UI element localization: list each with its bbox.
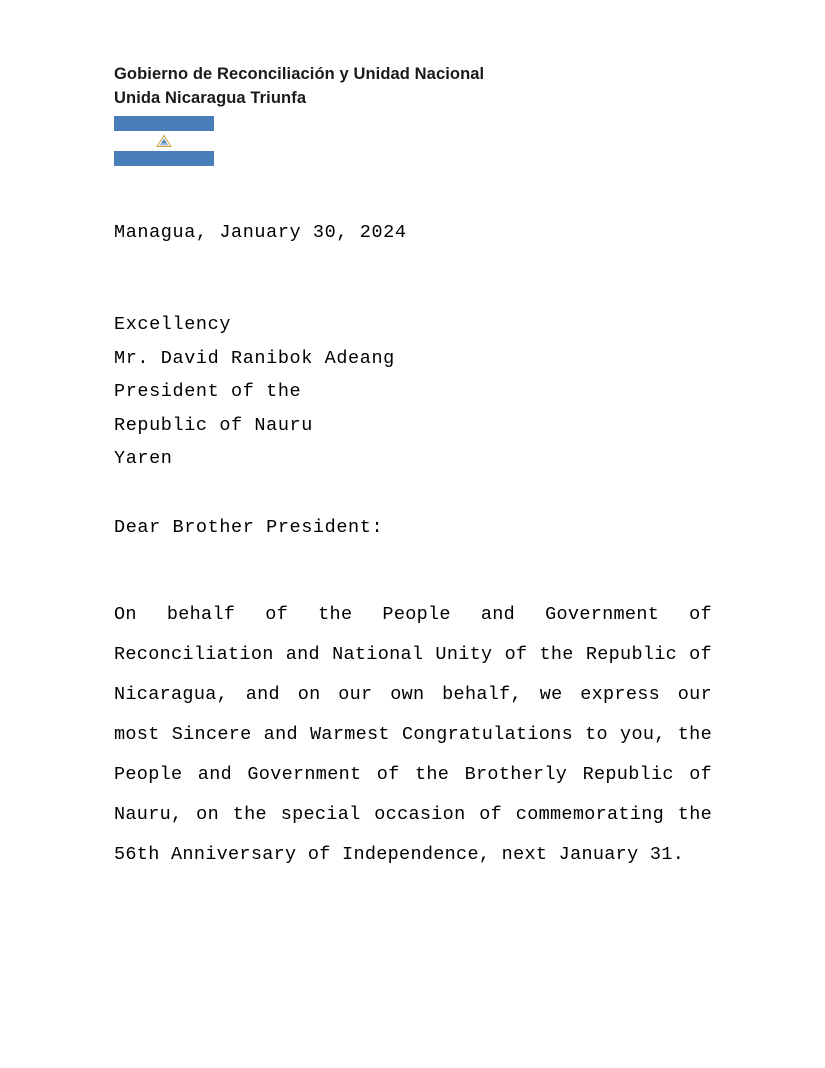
flag-top-stripe: [114, 116, 214, 131]
letter-body-paragraph: On behalf of the People and Government of Reconciliation and National Unity of the Republic of Nicaragua, and on our own behalf, we express our most Sincere and Warmest Congratulations to you, the People and Government of the Brotherly Republic of Nauru, on the special occasion of commemorating the 56th Anniversary of Independence, next January 31.: [114, 604, 712, 865]
letter-salutation: Dear Brother President:: [114, 517, 384, 538]
letter-addressee: [114, 308, 395, 476]
letter-date: Managua, January 30, 2024: [114, 222, 407, 243]
flag-middle-band: [114, 131, 214, 151]
flag-emblem-icon: [156, 135, 172, 148]
addressee-line-1: Excellency: [114, 314, 232, 335]
letterhead-line-1: Gobierno de Reconciliación y Unidad Nacional: [114, 65, 485, 83]
addressee-line-2: Mr. David Ranibok Adeang: [114, 347, 395, 369]
addressee-line-3: President of the: [114, 381, 302, 403]
flag-bottom-stripe: [114, 151, 214, 166]
letterhead-line-2: Unida Nicaragua Triunfa: [114, 89, 307, 107]
nicaragua-flag-icon: [114, 116, 214, 166]
addressee-line-5: Yaren: [114, 448, 173, 470]
addressee-line-4: Republic of Nauru: [114, 414, 313, 436]
letterhead: [114, 62, 714, 110]
